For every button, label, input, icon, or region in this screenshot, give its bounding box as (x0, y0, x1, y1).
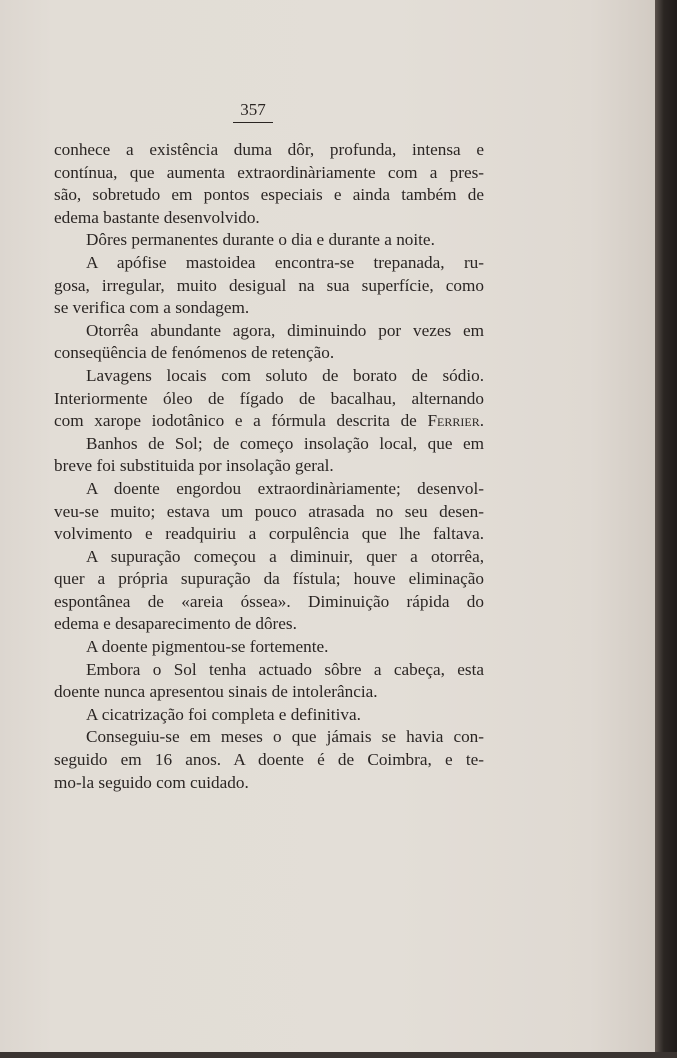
book-spine-shadow (655, 0, 677, 1058)
text-line: edema bastante desenvolvido. (54, 207, 260, 227)
text-line: doente nunca apresentou sinais de intolerância. (54, 682, 378, 702)
text-line: Embora o Sol tenha actuado sôbre a cabeça, esta (86, 659, 484, 679)
page-bottom-edge (0, 1052, 677, 1058)
text-line: quer a própria supuração da fístula; houve eliminação (54, 569, 484, 589)
text-line: espontânea de «areia óssea». Diminuição rápida do (54, 591, 484, 611)
text-line: A supuração começou a diminuir, quer a otorrêa, (86, 546, 484, 566)
text-line-ferrier: com xarope iodotânico e a fórmula descrita de Ferrier. (54, 411, 484, 431)
text-line: seguido em 16 anos. A doente é de Coimbra, e te- (54, 750, 484, 770)
text-line: Conseguiu-se em meses o que jámais se havia con- (86, 727, 484, 747)
text-line: Dôres permanentes durante o dia e durante a noite. (86, 230, 435, 250)
page-number: 357 (233, 100, 273, 123)
text-line: veu-se muito; estava um pouco atrasada no seu desen- (54, 501, 484, 521)
text-line: gosa, irregular, muito desigual na sua superfície, como (54, 275, 484, 295)
text-line: contínua, que aumenta extraordinàriamente com a pres- (54, 162, 484, 182)
text-line: são, sobretudo em pontos especiais e ainda também de (54, 185, 484, 205)
text-line: conseqüência de fenómenos de retenção. (54, 343, 335, 363)
text-line: A apófise mastoidea encontra-se trepanada, ru- (86, 252, 484, 272)
text-line: conhece a existência duma dôr, profunda, intensa e (54, 140, 484, 159)
text-line: se verifica com a sondagem. (54, 298, 250, 318)
author-name-smallcaps: Ferrier. (427, 411, 484, 431)
text-line: A cicatrização foi completa e definitiva. (86, 704, 361, 724)
text-line: Lavagens locais com soluto de borato de sódio. (86, 365, 484, 385)
body-text (54, 139, 484, 794)
text-line: A doente engordou extraordinàriamente; desenvol- (86, 478, 484, 498)
text-line: Interiormente óleo de fígado de bacalhau, alternando (54, 388, 484, 408)
text-line: mo-la seguido com cuidado. (54, 772, 249, 792)
text-line: A doente pigmentou-se fortemente. (86, 637, 329, 657)
text-line: Banhos de Sol; de começo insolação local, que em (86, 433, 484, 453)
text-line: breve foi substituida por insolação geral. (54, 456, 334, 476)
text-line: edema e desaparecimento de dôres. (54, 614, 297, 634)
text-line: Otorrêa abundante agora, diminuindo por vezes em (86, 320, 484, 340)
text-line: volvimento e readquiriu a corpulência que lhe faltava. (54, 524, 484, 544)
